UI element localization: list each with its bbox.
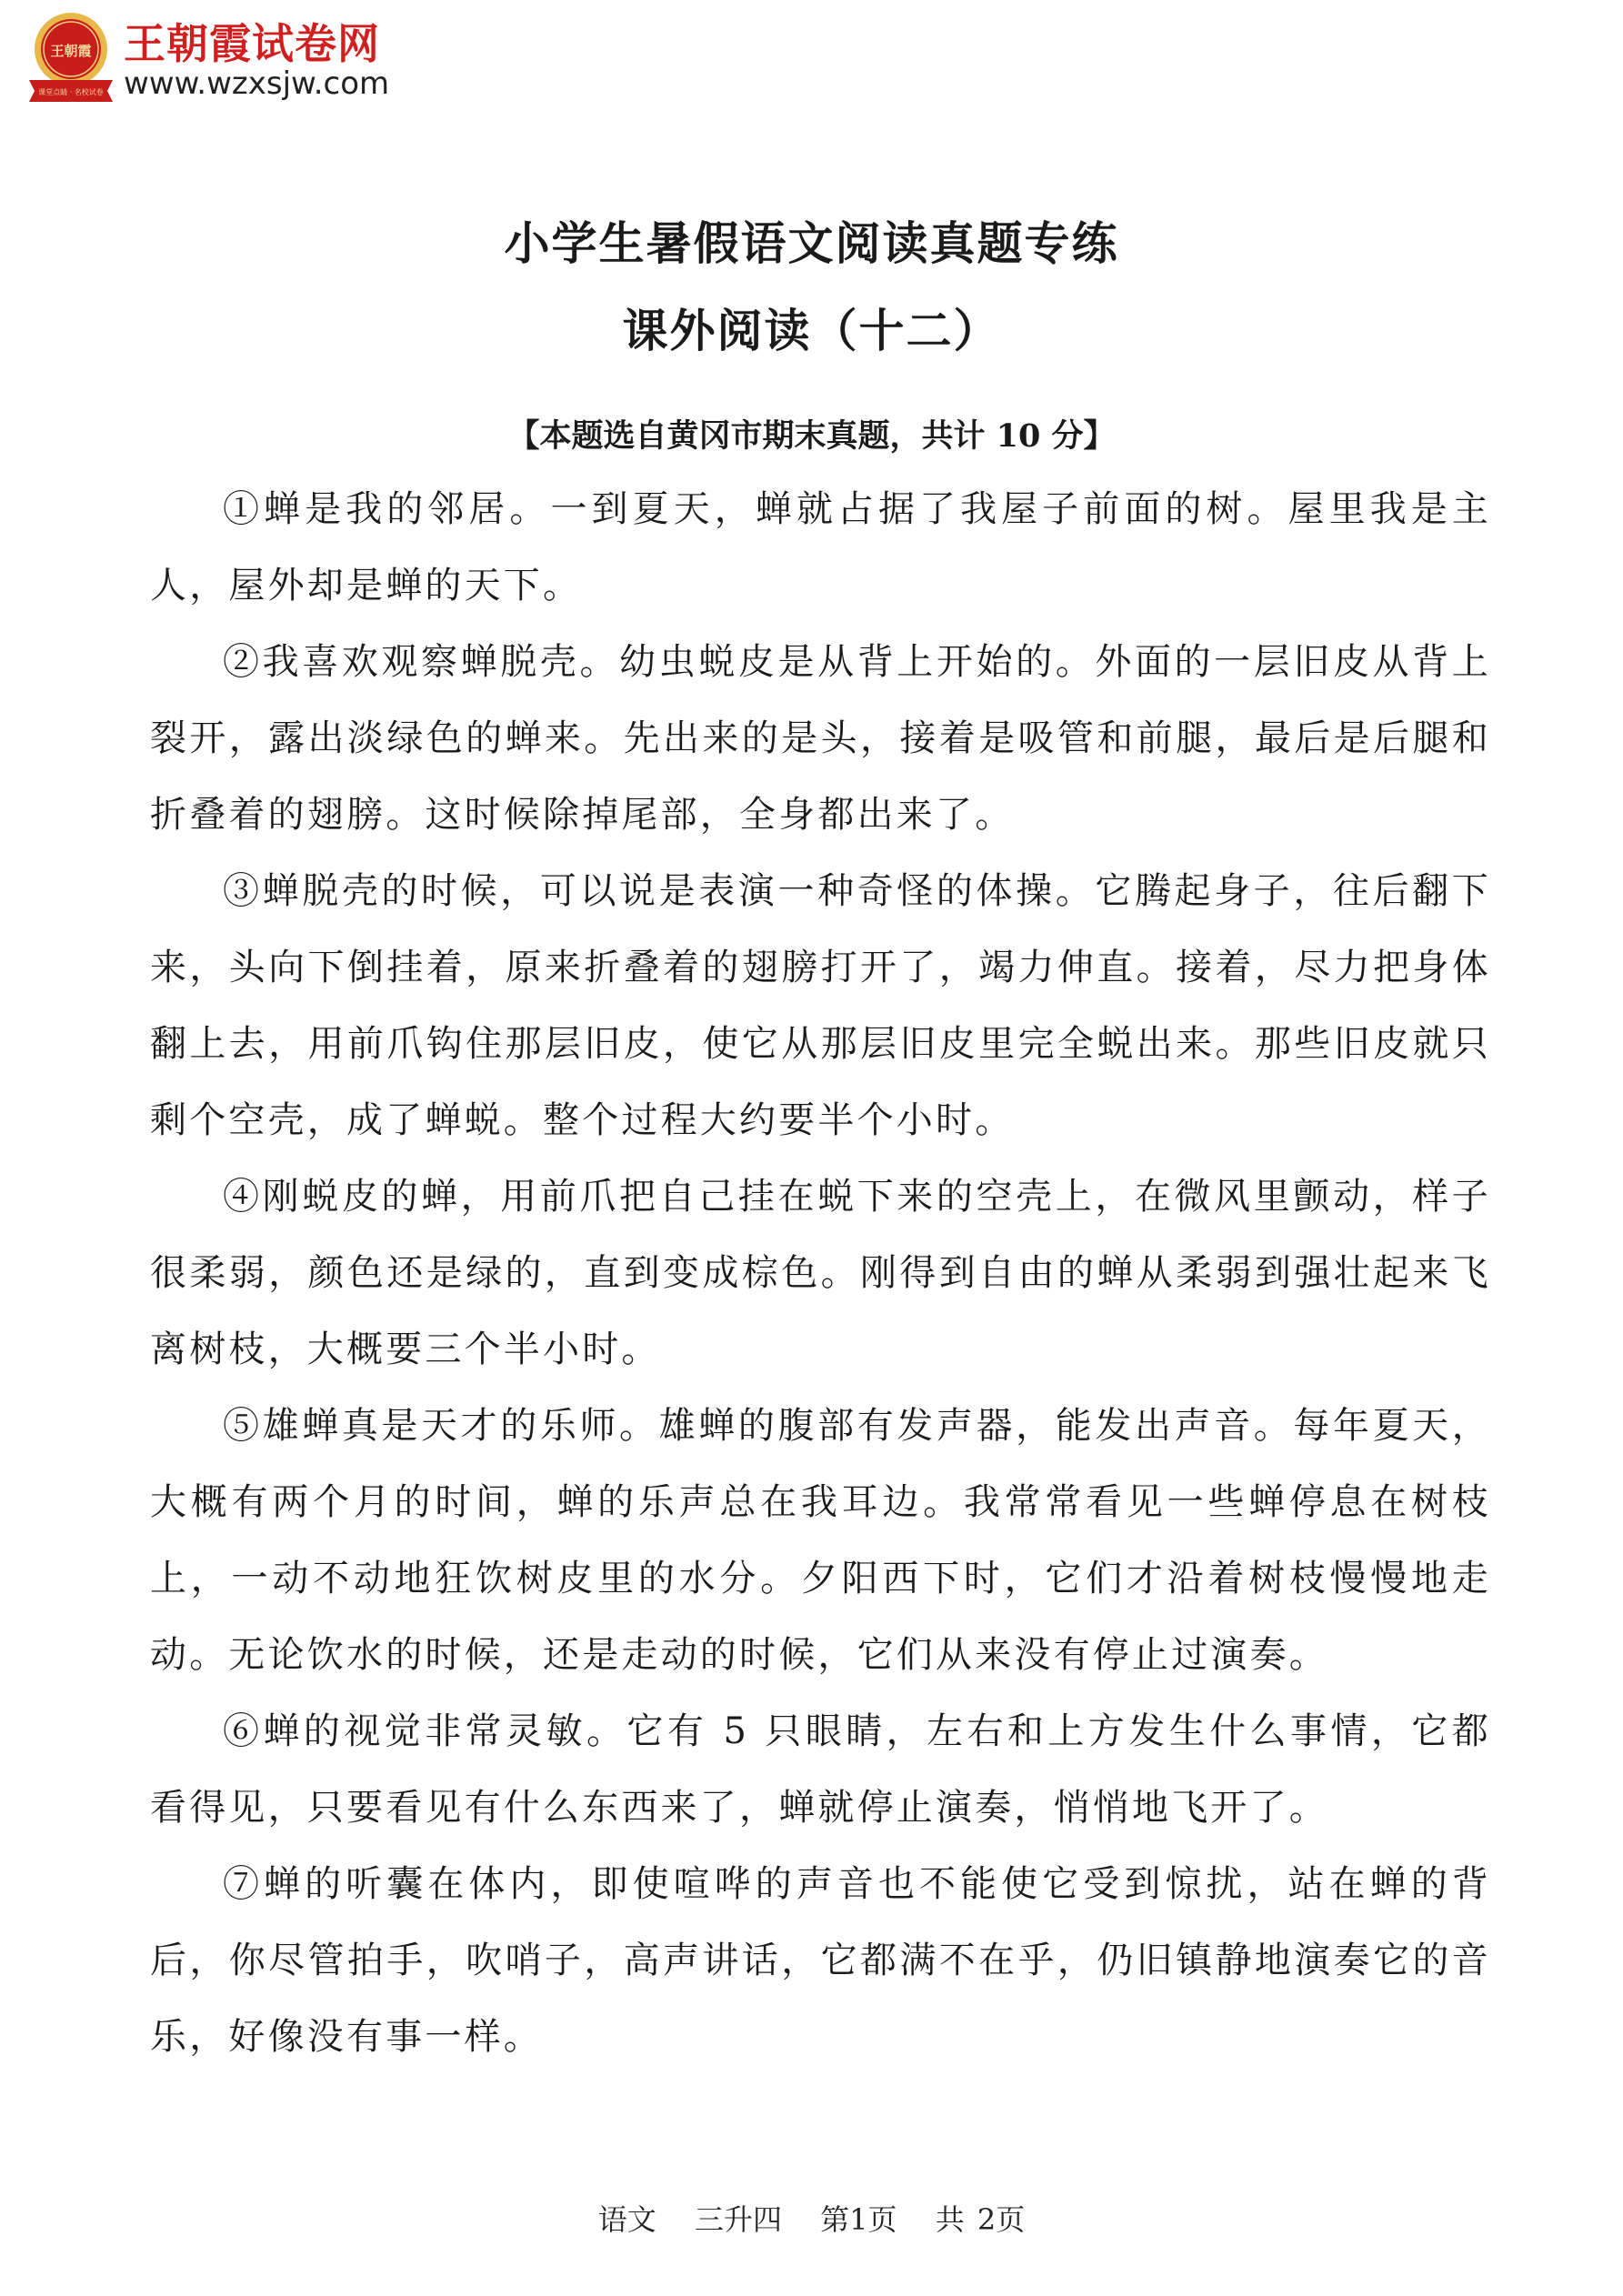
footer-total: 共 2页: [935, 2202, 1026, 2237]
paragraph-5: ⑤雄蝉真是天才的乐师。雄蝉的腹部有发声器，能发出声音。每年夏天，大概有两个月的时间，蝉的乐声总在我耳边。我常常看见一些蝉停息在树枝上，一动不动地狂饮树皮里的水分。夕阳西下时，它们才沿着树枝慢慢地走动。无论饮水的时候，还是走动的时候，它们从来没有停止过演奏。: [150, 1405, 1491, 1676]
source-note: 【本题选自黄冈市期末真题，共计 10 分】: [507, 417, 1116, 455]
article-body: [150, 471, 1491, 2075]
page-title: 小学生暑假语文阅读真题专练: [504, 217, 1119, 270]
badge-text: 王朝霞: [50, 43, 92, 59]
paragraph-2: ②我喜欢观察蝉脱壳。幼虫蜕皮是从背上开始的。外面的一层旧皮从背上裂开，露出淡绿色的蝉来。先出来的是头，接着是吸管和前腿，最后是后腿和折叠着的翅膀。这时候除掉尾部，全身都出来了。: [150, 641, 1491, 836]
site-logo[interactable]: [25, 7, 407, 107]
footer-grade: 三升四: [694, 2202, 782, 2237]
page-subtitle: 课外阅读（十二）: [622, 305, 1001, 357]
footer-page: 第1页: [820, 2202, 897, 2237]
paragraph-6: ⑥蝉的视觉非常灵敏。它有 5 只眼睛，左右和上方发生什么事情，它都看得见，只要看见有什么东西来了，蝉就停止演奏，悄悄地飞开了。: [150, 1710, 1491, 1829]
paragraph-4: ④刚蜕皮的蝉，用前爪把自己挂在蜕下来的空壳上，在微风里颤动，样子很柔弱，颜色还是绿的，直到变成棕色。刚得到自由的蝉从柔弱到强壮起来飞离树枝，大概要三个半小时。: [150, 1176, 1491, 1370]
brand-name: 王朝霞试卷网: [124, 19, 380, 68]
paragraph-3: ③蝉脱壳的时候，可以说是表演一种奇怪的体操。它腾起身子，往后翻下来，头向下倒挂着，原来折叠着的翅膀打开了，竭力伸直。接着，尽力把身体翻上去，用前爪钩住那层旧皮，使它从那层旧皮里完全蜕出来。那些旧皮就只剩个空壳，成了蝉蜕。整个过程大约要半个小时。: [150, 870, 1491, 1141]
paragraph-1: ①蝉是我的邻居。一到夏天，蝉就占据了我屋子前面的树。屋里我是主人，屋外却是蝉的天下。: [150, 488, 1491, 607]
paragraph-7: ⑦蝉的听囊在体内，即使喧哗的声音也不能使它受到惊扰，站在蝉的背后，你尽管拍手，吹哨子，高声讲话，它都满不在乎，仍旧镇静地演奏它的音乐，好像没有事一样。: [150, 1863, 1491, 2058]
brand-url[interactable]: www.wzxsjw.com: [124, 65, 390, 102]
footer-subject: 语文: [597, 2202, 656, 2237]
page-footer: [0, 2197, 1623, 2239]
logo-badge-icon: [25, 7, 125, 107]
badge-ribbon-text: 课堂点睛 · 名校试卷: [38, 88, 104, 96]
